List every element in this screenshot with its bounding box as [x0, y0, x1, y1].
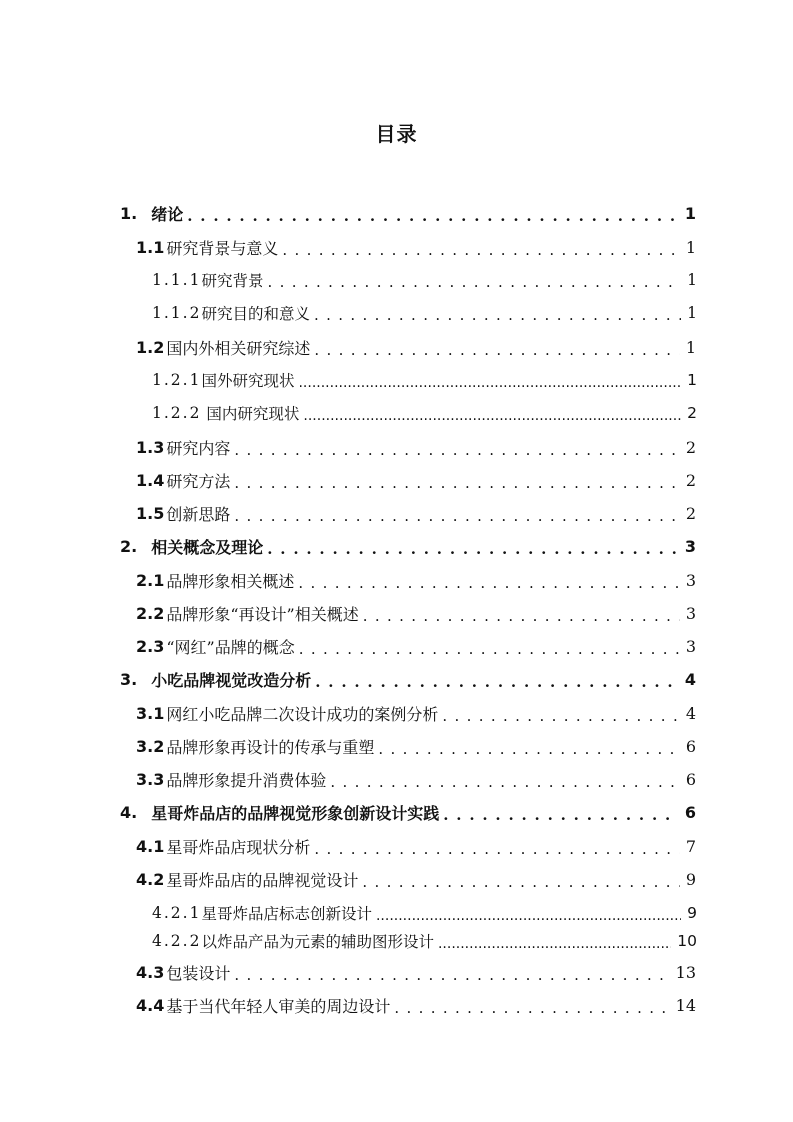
toc-number: 2.3 [136, 636, 165, 656]
dot-leader [378, 739, 679, 757]
toc-number: 1.2.1 [152, 371, 202, 389]
toc-page-number: 6 [685, 736, 696, 756]
toc-label: 网红小吃品牌二次设计成功的案例分析 [166, 704, 439, 724]
toc-page-number: 10 [677, 932, 697, 950]
toc-label: “网红”品牌的概念 [166, 637, 295, 657]
toc-label: 国内研究现状 [201, 405, 300, 423]
toc-entry[interactable] [120, 198, 696, 228]
toc-entry[interactable] [136, 957, 696, 987]
toc-page-number: 4 [685, 703, 696, 723]
toc-page-number: 2 [687, 404, 697, 422]
toc-number: 1.1.2 [152, 304, 202, 322]
toc-page-number: 14 [675, 995, 696, 1015]
toc-number: 4.1 [136, 836, 165, 856]
page-title: 目录 [375, 122, 418, 146]
dot-leader [394, 998, 669, 1016]
toc-number: 4.4 [136, 995, 165, 1015]
toc-number: 1.4 [136, 470, 165, 490]
toc-entry[interactable] [152, 926, 697, 956]
toc-entry[interactable] [136, 698, 696, 728]
toc-page-number: 1 [685, 337, 696, 357]
toc-page-number: 3 [685, 570, 696, 590]
dot-leader [234, 506, 679, 524]
toc-entry[interactable] [136, 498, 696, 528]
toc-entry[interactable] [136, 598, 696, 628]
dot-leader [438, 934, 671, 952]
toc-label: 研究背景与意义 [166, 238, 279, 258]
dot-leader [315, 672, 679, 690]
dot-leader [442, 706, 679, 724]
dot-leader [314, 340, 679, 358]
toc-number: 2. [120, 536, 138, 556]
dot-leader [314, 306, 681, 324]
toc-page-number: 2 [685, 470, 696, 490]
toc-number: 1.5 [136, 503, 165, 523]
toc-number: 2.2 [136, 603, 165, 623]
toc-label: 国内外相关研究综述 [166, 338, 311, 358]
toc-entry[interactable] [136, 432, 696, 462]
toc-number: 4. [120, 802, 138, 822]
toc-entry[interactable] [120, 797, 696, 827]
toc-label: 品牌形象再设计的传承与重塑 [166, 737, 375, 757]
dot-leader [298, 573, 679, 591]
dot-leader [234, 965, 669, 983]
toc-label: 研究目的和意义 [201, 305, 310, 323]
dot-leader [330, 772, 679, 790]
toc-entry[interactable] [136, 831, 696, 861]
toc-page-number: 7 [685, 836, 696, 856]
dot-leader [267, 539, 679, 557]
toc-entry[interactable] [136, 565, 696, 595]
dot-leader [363, 606, 680, 624]
toc-label: 创新思路 [166, 504, 231, 524]
toc-entry[interactable] [136, 232, 696, 262]
dot-leader [443, 805, 679, 823]
toc-entry[interactable] [120, 531, 696, 561]
toc-label: 绪论 [151, 204, 184, 224]
toc-label: 国外研究现状 [201, 372, 295, 390]
toc-number: 1.1 [136, 237, 165, 257]
toc-page-number: 6 [684, 802, 696, 822]
toc-number: 2.1 [136, 570, 165, 590]
toc-label: 品牌形象“再设计”相关概述 [166, 604, 359, 624]
toc-page-number: 9 [687, 904, 697, 922]
toc-entry[interactable] [136, 731, 696, 761]
toc-label: 星哥炸品店的品牌视觉形象创新设计实践 [151, 803, 440, 823]
toc-number: 1. [120, 203, 138, 223]
toc-entry[interactable] [152, 265, 697, 295]
dot-leader [187, 206, 679, 224]
toc-page-number: 1 [687, 371, 697, 389]
toc-page-number: 1 [684, 203, 696, 223]
toc-entry[interactable] [152, 898, 697, 928]
toc-label: 基于当代年轻人审美的周边设计 [166, 996, 391, 1016]
dot-leader [376, 906, 681, 924]
dot-leader [234, 473, 679, 491]
dot-leader [299, 639, 680, 657]
toc-page-number: 4 [684, 669, 696, 689]
dot-leader [362, 872, 679, 890]
toc-label: 以炸品产品为元素的辅助图形设计 [201, 933, 434, 951]
dot-leader [303, 406, 681, 424]
toc-entry[interactable] [136, 332, 696, 362]
toc-page-number: 3 [685, 636, 696, 656]
dot-leader [298, 373, 681, 391]
toc-number: 3.3 [136, 769, 165, 789]
toc-page-number: 9 [685, 869, 696, 889]
dot-leader [282, 240, 679, 258]
toc-page-number: 13 [675, 962, 696, 982]
toc-number: 4.2 [136, 869, 165, 889]
toc-number: 3. [120, 669, 138, 689]
toc-number: 1.1.1 [152, 271, 202, 289]
toc-entry[interactable] [136, 864, 696, 894]
toc-number: 1.2.2 [152, 404, 202, 422]
toc-page-number: 6 [685, 769, 696, 789]
toc-number: 4.3 [136, 962, 165, 982]
toc-label: 品牌形象相关概述 [166, 571, 295, 591]
toc-entry[interactable] [152, 398, 697, 428]
toc-entry[interactable] [152, 365, 697, 395]
toc-entry[interactable] [136, 990, 696, 1020]
toc-number: 4.2.2 [152, 932, 202, 950]
toc-label: 研究方法 [166, 471, 231, 491]
toc-label: 星哥炸品店标志创新设计 [201, 905, 372, 923]
dot-leader [234, 440, 679, 458]
toc-page-number: 1 [685, 237, 696, 257]
toc-entry[interactable] [136, 465, 696, 495]
toc-label: 研究背景 [201, 272, 264, 290]
toc-label: 相关概念及理论 [151, 537, 264, 557]
toc-label: 研究内容 [166, 438, 231, 458]
toc-label: 星哥炸品店现状分析 [166, 837, 311, 857]
toc-number: 1.3 [136, 437, 165, 457]
toc-entry[interactable] [120, 664, 696, 694]
toc-entry[interactable] [136, 764, 696, 794]
toc-number: 3.2 [136, 736, 165, 756]
toc-page-number: 3 [685, 603, 696, 623]
dot-leader [267, 273, 681, 291]
toc-page-number: 2 [685, 503, 696, 523]
toc-label: 小吃品牌视觉改造分析 [151, 670, 312, 690]
toc-entry[interactable] [136, 631, 696, 661]
toc-page-number: 1 [687, 271, 697, 289]
toc-page-number: 3 [684, 536, 696, 556]
toc-label: 品牌形象提升消费体验 [166, 770, 327, 790]
toc-label: 星哥炸品店的品牌视觉设计 [166, 870, 359, 890]
toc-entry[interactable] [152, 298, 697, 328]
toc-label: 包装设计 [166, 963, 231, 983]
toc-number: 1.2 [136, 337, 165, 357]
toc-page-number: 2 [685, 437, 696, 457]
toc-number: 3.1 [136, 703, 165, 723]
toc-page-number: 1 [687, 304, 697, 322]
toc-number: 4.2.1 [152, 904, 202, 922]
dot-leader [314, 839, 679, 857]
